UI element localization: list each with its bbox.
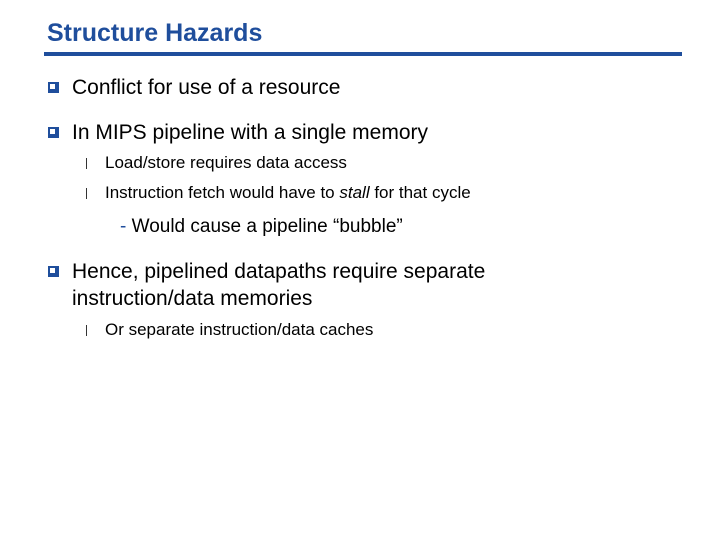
dash-bullet: - (120, 216, 127, 237)
square-bullet-icon (48, 127, 59, 138)
sub-sub-bullet-item (120, 215, 403, 239)
sub-bullet-item (86, 319, 373, 341)
sub-bullet-item (86, 182, 471, 204)
bar-bullet-icon (86, 158, 87, 169)
bullet-text: In MIPS pipeline with a single memory (72, 121, 428, 144)
bullet-item (48, 258, 485, 312)
slide-title: Structure Hazards (47, 19, 263, 47)
sub-bullet-text: Or separate instruction/data caches (105, 320, 374, 339)
square-bullet-icon (48, 266, 59, 277)
bullet-item (48, 119, 428, 146)
bullet-text-line-2: instruction/data memories (72, 287, 313, 310)
square-bullet-icon (48, 82, 59, 93)
sub-bullet-text (105, 182, 471, 204)
text-segment: for that cycle (369, 183, 471, 202)
sub-sub-bullet-text: Would cause a pipeline “bubble” (131, 216, 403, 237)
bar-bullet-icon (86, 325, 87, 336)
bar-bullet-icon (86, 188, 87, 199)
bullet-item (48, 74, 340, 101)
title-underline (44, 52, 682, 56)
sub-bullet-item (86, 152, 347, 174)
bullet-text: Conflict for use of a resource (72, 76, 341, 99)
sub-bullet-text: Load/store requires data access (105, 153, 347, 172)
text-segment: Instruction fetch would have to (105, 183, 340, 202)
bullet-text-line-1: Hence, pipelined datapaths require separate (72, 260, 486, 283)
emphasis-text: stall (339, 183, 370, 202)
